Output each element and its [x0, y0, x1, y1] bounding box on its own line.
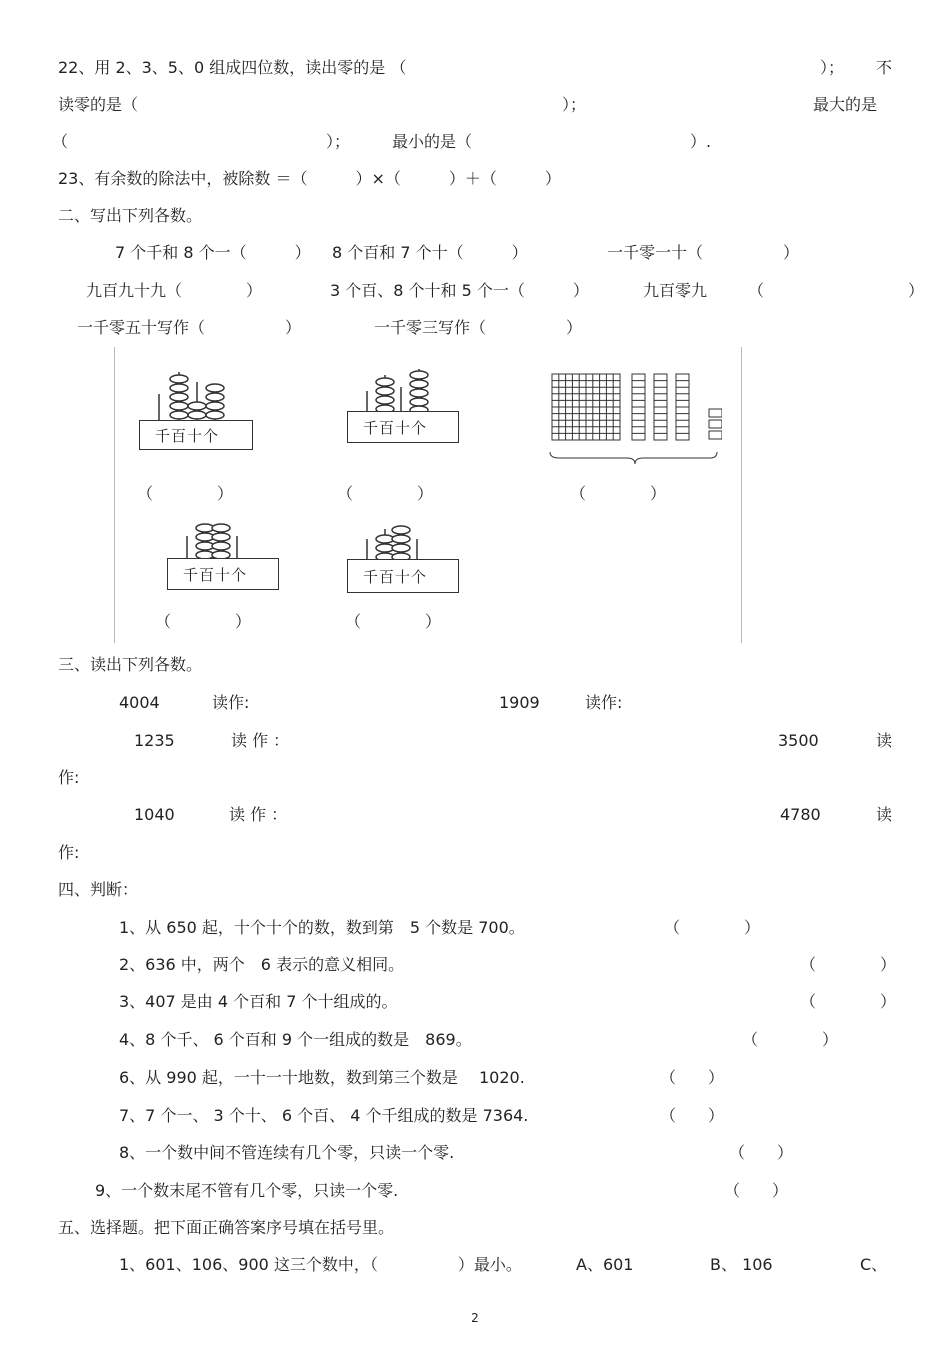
- abacus-4: [345, 525, 465, 605]
- judge-answer-1: （ ）: [664, 918, 761, 937]
- sec2-item-6: 九百零九: [643, 281, 708, 300]
- sec3-num-2: 1909: [499, 693, 540, 712]
- choice-q1: 1、601、106、900 这三个数中，（ ）最小。: [119, 1255, 522, 1274]
- judge-item-6: 6、从 990 起，一十一十地数，数到第三个数是 1020.: [119, 1068, 525, 1087]
- judge-item-9: 9、一个数末尾不管有几个零，只读一个零.: [95, 1181, 399, 1200]
- sec3-num-5: 1040: [134, 805, 175, 824]
- choice-q1-option-a: A、601: [576, 1255, 634, 1274]
- judge-item-2: 2、636 中，两个 6 表示的意义相同。: [119, 955, 405, 974]
- abacus-1: [137, 372, 257, 452]
- section3-title: 三、读出下列各数。: [58, 655, 203, 674]
- q22-line2-text: 读零的是（: [58, 95, 139, 114]
- sec3-num-4: 3500: [778, 731, 819, 750]
- sec3-read-4a: 读: [876, 731, 893, 750]
- choice-q1-option-b: B、 106: [710, 1255, 773, 1274]
- abacus-2-answer: （ ）: [337, 484, 434, 503]
- judge-item-3: 3、407 是由 4 个百和 7 个十组成的。: [119, 992, 398, 1011]
- section2-title: 二、写出下列各数。: [58, 206, 203, 225]
- abacus-figure: [114, 347, 742, 643]
- q22-line1-text: 22、用 2、3、5、0 组成四位数，读出零的是 （: [58, 58, 407, 77]
- abacus-2-label: 千百十个: [363, 419, 428, 437]
- q22-line2-tail: 最大的是: [813, 95, 878, 114]
- sec3-read-6a: 读: [876, 805, 893, 824]
- sec2-item-1: 7 个千和 8 个一（ ）: [115, 243, 311, 262]
- abacus-4-label: 千百十个: [363, 568, 428, 586]
- q22-line3-close: ）；: [326, 132, 351, 151]
- q23-text: 23、有余数的除法中，被除数 ＝（ ）×（ ）＋（ ）: [58, 169, 561, 188]
- judge-answer-7: （ ）: [660, 1106, 725, 1125]
- judge-answer-8: （ ）: [729, 1143, 794, 1162]
- judge-item-7: 7、7 个一、 3 个十、 6 个百、 4 个千组成的数是 7364.: [119, 1106, 529, 1125]
- abacus-3-answer: （ ）: [155, 612, 252, 631]
- abacus-3-label: 千百十个: [183, 566, 248, 584]
- abacus-4-answer: （ ）: [345, 612, 442, 631]
- section5-title: 五、选择题。把下面正确答案序号填在括号里。: [58, 1218, 395, 1237]
- abacus-3: [165, 522, 285, 602]
- sec3-read-3: 读 作 ：: [231, 731, 290, 750]
- judge-answer-6: （ ）: [660, 1068, 725, 1087]
- sec2-item-8: 一千零三写作（ ）: [374, 318, 583, 337]
- q22-line1-close: ）；: [820, 58, 845, 77]
- sec2-item-2: 8 个百和 7 个十（ ）: [332, 243, 528, 262]
- q22-line1-tail: 不: [876, 58, 893, 77]
- page-number: 2: [471, 1311, 479, 1325]
- q22-line3-open: （: [52, 132, 69, 151]
- judge-answer-2: （ ）: [800, 955, 897, 974]
- sec3-read-2: 读作:: [585, 693, 623, 712]
- sec2-item-5: 3 个百、8 个十和 5 个一（ ）: [330, 281, 589, 300]
- section4-title: 四、判断：: [58, 880, 139, 899]
- sec3-num-6: 4780: [780, 805, 821, 824]
- judge-item-8: 8、一个数中间不管连续有几个零，只读一个零.: [119, 1143, 455, 1162]
- choice-q1-option-c: C、: [860, 1255, 888, 1274]
- sec3-read-1: 读作:: [212, 693, 250, 712]
- sec2-item-7: 一千零五十写作（ ）: [77, 318, 302, 337]
- q22-line3-end: ）.: [690, 132, 712, 151]
- sec2-item-4: 九百九十九（ ）: [86, 281, 263, 300]
- judge-item-1: 1、从 650 起，十个十个的数，数到第 5 个数是 700。: [119, 918, 525, 937]
- blocks-answer: （ ）: [570, 484, 667, 503]
- sec2-item-3: 一千零一十（ ）: [607, 243, 800, 262]
- q22-line2-close: ）；: [562, 95, 587, 114]
- abacus-1-label: 千百十个: [155, 427, 220, 445]
- judge-answer-9: （ ）: [724, 1181, 789, 1200]
- sec3-read-6b: 作:: [58, 843, 80, 862]
- q22-line3-smallest: 最小的是（: [392, 132, 473, 151]
- sec3-num-1: 4004: [119, 693, 160, 712]
- sec3-read-4b: 作:: [58, 768, 80, 787]
- place-value-blocks: [547, 372, 722, 467]
- abacus-1-answer: （ ）: [137, 484, 234, 503]
- sec3-read-5: 读 作 ：: [229, 805, 288, 824]
- judge-answer-3: （ ）: [800, 992, 897, 1011]
- sec2-item-6-paren: （ ）: [748, 281, 925, 300]
- abacus-2: [345, 367, 465, 447]
- judge-answer-4: （ ）: [742, 1030, 839, 1049]
- sec3-num-3: 1235: [134, 731, 175, 750]
- judge-item-4: 4、8 个千、 6 个百和 9 个一组成的数是 869。: [119, 1030, 472, 1049]
